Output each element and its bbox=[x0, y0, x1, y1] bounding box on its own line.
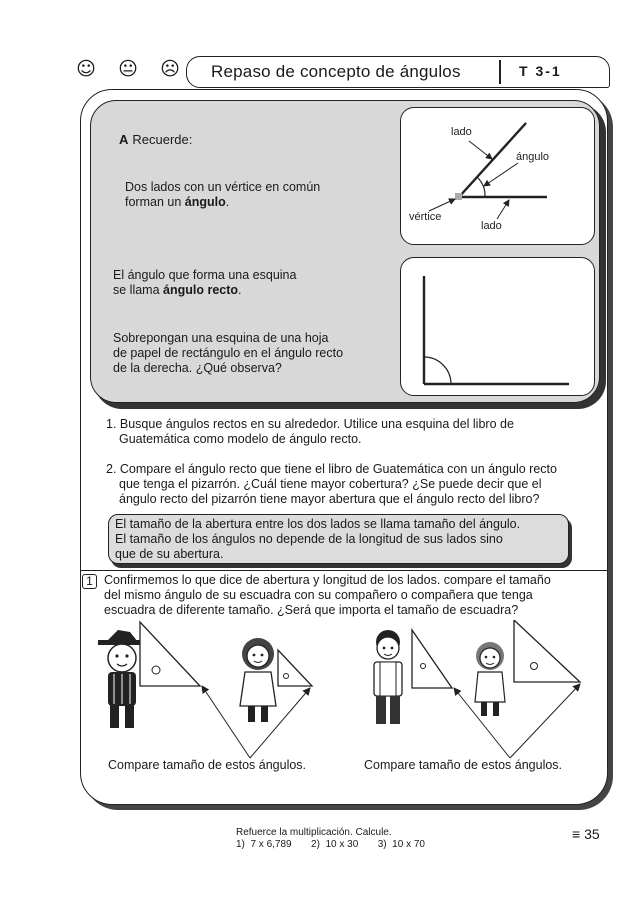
caption-left: Compare tamaño de estos ángulos. bbox=[108, 758, 307, 772]
lesson-code: T 3-1 bbox=[519, 63, 562, 79]
item-line: que tenga el pizarrón. ¿Cuál tiene mayor cobertura? ¿Se puede decir que el bbox=[119, 477, 542, 491]
vertice-label: vértice bbox=[409, 211, 442, 223]
medium-set-square-right bbox=[514, 620, 580, 682]
item-line: 1. Busque ángulos rectos en su alrededor. Utilice una esquina del libro de bbox=[106, 417, 514, 431]
lado-top-label: lado bbox=[451, 126, 472, 138]
item-line: 2. Compare el ángulo recto que tiene el libro de Guatemática con un ángulo recto bbox=[106, 462, 557, 476]
compare-arrow-right-b bbox=[510, 684, 580, 758]
angle-size-note bbox=[108, 514, 569, 564]
item-line: Guatemática como modelo de ángulo recto. bbox=[119, 432, 362, 446]
angle-def-line: forman un ángulo. bbox=[125, 195, 230, 209]
angle-diagram bbox=[400, 107, 595, 245]
reinforcement-problems: 1) 7 x 6,789 2) 10 x 30 3) 10 x 70 bbox=[236, 839, 425, 850]
note-line: El tamaño de la abertura entre los dos lados se llama tamaño del ángulo. bbox=[115, 517, 521, 531]
reinforcement-exercise bbox=[236, 827, 425, 851]
angle-arc bbox=[477, 177, 485, 197]
angulo-label: ángulo bbox=[516, 151, 550, 163]
page-number bbox=[572, 826, 600, 842]
note-line: El tamaño de los ángulos no depende de la longitud de sus lados sino bbox=[115, 532, 503, 546]
happy-face-icon[interactable]: ☺ bbox=[76, 58, 96, 80]
large-set-square-left bbox=[140, 622, 200, 686]
boy-character-right bbox=[374, 630, 402, 724]
overlay-instruction bbox=[113, 331, 343, 376]
exercise-text bbox=[104, 573, 551, 618]
exercise-line: escuadra de diferente tamaño. ¿Será que importa el tamaño de escuadra? bbox=[104, 603, 519, 617]
angle-definition bbox=[125, 180, 320, 210]
right-angle-line: El ángulo que forma una esquina bbox=[113, 268, 297, 282]
lado-bottom-arrow bbox=[497, 200, 509, 219]
item-line: ángulo recto del pizarrón tiene mayor abertura que el ángulo recto del libro? bbox=[119, 492, 540, 506]
reinforcement-title: Refuerce la multiplicación. Calcule. bbox=[236, 827, 392, 838]
vertex-mark bbox=[455, 193, 462, 200]
title-tab bbox=[186, 56, 610, 88]
sad-face-icon[interactable]: ☹ bbox=[160, 58, 180, 80]
item-2 bbox=[106, 462, 557, 507]
overlay-line: de papel de rectángulo en el ángulo recto bbox=[113, 346, 344, 360]
page-lines-icon: ≡ bbox=[572, 826, 581, 842]
neutral-face-icon[interactable]: 😐 bbox=[118, 58, 138, 80]
vertice-arrow bbox=[429, 199, 455, 211]
recuerde-label: Recuerde: bbox=[132, 132, 193, 147]
right-angle-diagram bbox=[400, 257, 595, 396]
angulo-arrow bbox=[484, 163, 518, 186]
small-set-square-left bbox=[278, 650, 312, 686]
recuerde-heading bbox=[119, 132, 192, 147]
caption-right: Compare tamaño de estos ángulos. bbox=[364, 758, 563, 772]
exercise-number: 1 bbox=[82, 574, 97, 589]
section-letter: A bbox=[119, 132, 129, 147]
right-angle-line: se llama ángulo recto. bbox=[113, 283, 242, 297]
right-angle-arc bbox=[424, 357, 451, 384]
overlay-line: de la derecha. ¿Qué observa? bbox=[113, 361, 282, 375]
item-1 bbox=[106, 417, 514, 447]
section-divider bbox=[81, 570, 607, 571]
overlay-line: Sobrepongan una esquina de una hoja bbox=[113, 331, 329, 345]
boy-character-left bbox=[98, 630, 146, 728]
girl-character-left bbox=[240, 638, 276, 722]
exercise-line: Confirmemos lo que dice de abertura y longitud de los lados. compare el tamaño bbox=[104, 573, 551, 587]
exercise-line: del mismo ángulo de su escuadra con su compañero o compañera que tenga bbox=[104, 588, 533, 602]
title-divider bbox=[499, 60, 501, 84]
page-number-value: 35 bbox=[584, 826, 600, 842]
angle-def-line: Dos lados con un vértice en común bbox=[125, 180, 321, 194]
right-angle-definition bbox=[113, 268, 296, 298]
lado-top-arrow bbox=[469, 141, 492, 159]
large-set-square-right bbox=[412, 630, 452, 688]
page-title: Repaso de concepto de ángulos bbox=[211, 62, 461, 81]
lado-bottom-label: lado bbox=[481, 220, 502, 232]
note-line: que de su abertura. bbox=[115, 547, 224, 561]
girl-character-right bbox=[475, 642, 505, 716]
